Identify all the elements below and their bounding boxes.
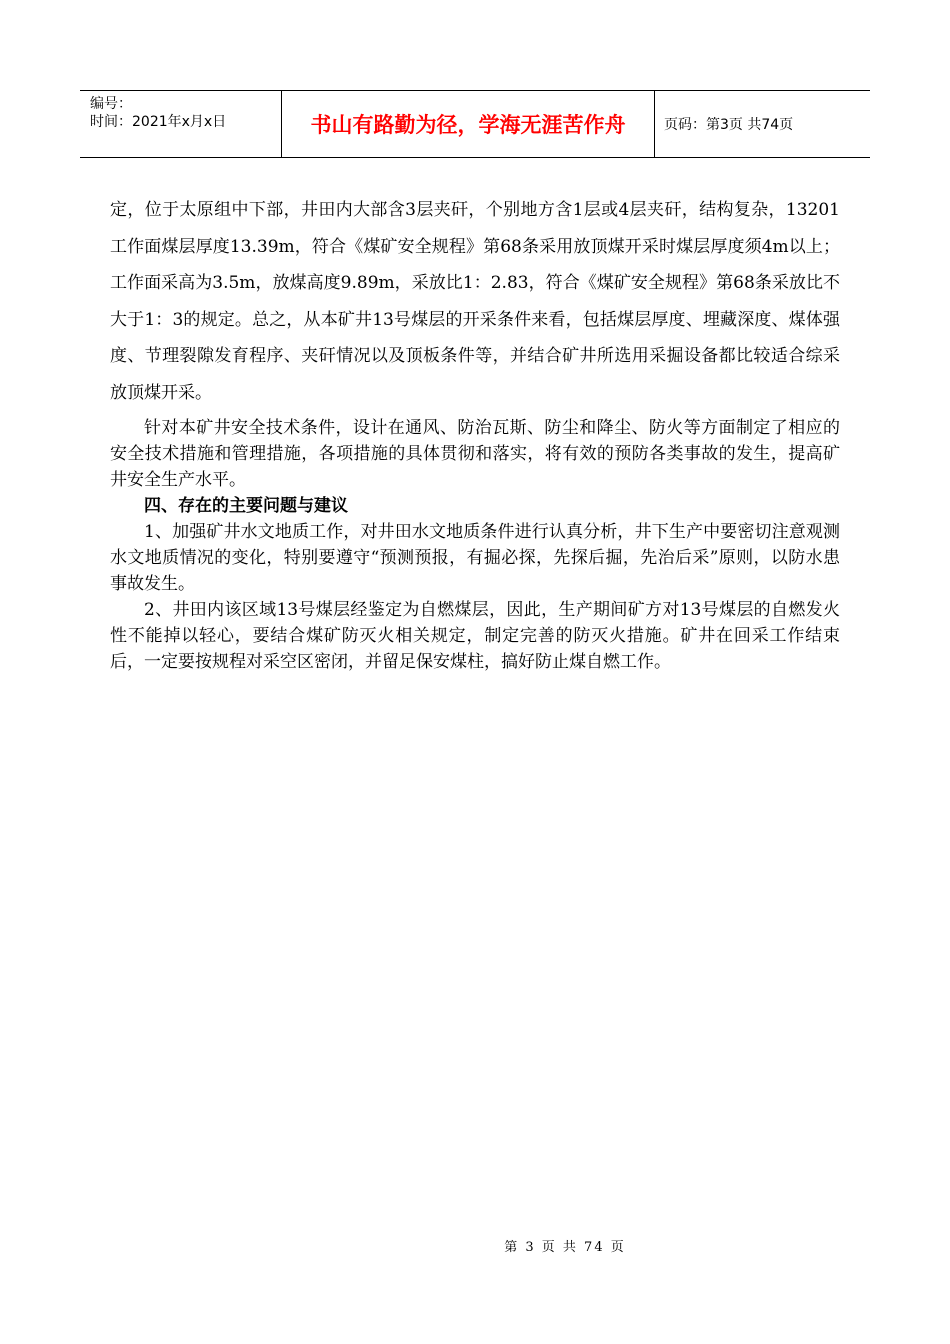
header-meta-cell: [80, 91, 282, 157]
paragraph-safety-measures: 针对本矿井安全技术条件，设计在通风、防治瓦斯、防尘和降尘、防火等方面制定了相应的安全技术措施和管理措施，各项措施的具体贯彻和落实，将有效的预防各类事故的发生，提高矿井安全生产水平。: [110, 418, 840, 490]
header-motto-cell: [282, 91, 655, 157]
motto-text: 书山有路勤为径，学海无涯苦作舟: [310, 113, 626, 137]
date-label: 时间：2021年x月x日: [90, 114, 227, 130]
list-item-spontaneous-combustion: 2、井田内该区域13号煤层经鉴定为自燃煤层，因此，生产期间矿方对13号煤层的自燃发火性不能掉以轻心，要结合煤矿防灭火相关规定，制定完善的防灭火措施。矿井在回采工作结束后，一定要按规程对采空区密闭，并留足保安煤柱，搞好防止煤自燃工作。: [110, 600, 840, 672]
serial-number-label: 编号：: [90, 96, 132, 112]
document-header: [80, 90, 870, 158]
page-info: 页码：第3页 共74页: [664, 117, 794, 133]
document-body: [110, 192, 840, 675]
list-item-hydrogeology: 1、加强矿井水文地质工作，对井田水文地质条件进行认真分析，井下生产中要密切注意观测水文地质情况的变化，特别要遵守“预测预报，有掘必探，先探后掘，先治后采”原则，以防水患事故发生。: [110, 522, 840, 594]
header-page-cell: [655, 91, 870, 157]
section-heading: 四、存在的主要问题与建议: [144, 496, 348, 516]
footer-page-number: 第 3 页 共 74 页: [504, 1240, 626, 1255]
paragraph-continuation: 定，位于太原组中下部，井田内大部含3层夹矸，个别地方含1层或4层夹矸，结构复杂，13201工作面煤层厚度13.39m，符合《煤矿安全规程》第68条采用放顶煤开采时煤层厚度须4m以上；工作面采高为3.5m，放煤高度9.89m，采放比1：2.83，符合《煤矿安全规程》第68条采放比不大于1：3的规定。总之，从本矿井13号煤层的开采条件来看，包括煤层厚度、埋藏深度、煤体强度、节理裂隙发育程序、夹矸情况以及顶板条件等，并结合矿井所选用采掘设备都比较适合综采放顶煤开采。: [110, 200, 840, 403]
page-footer: [0, 1236, 950, 1255]
